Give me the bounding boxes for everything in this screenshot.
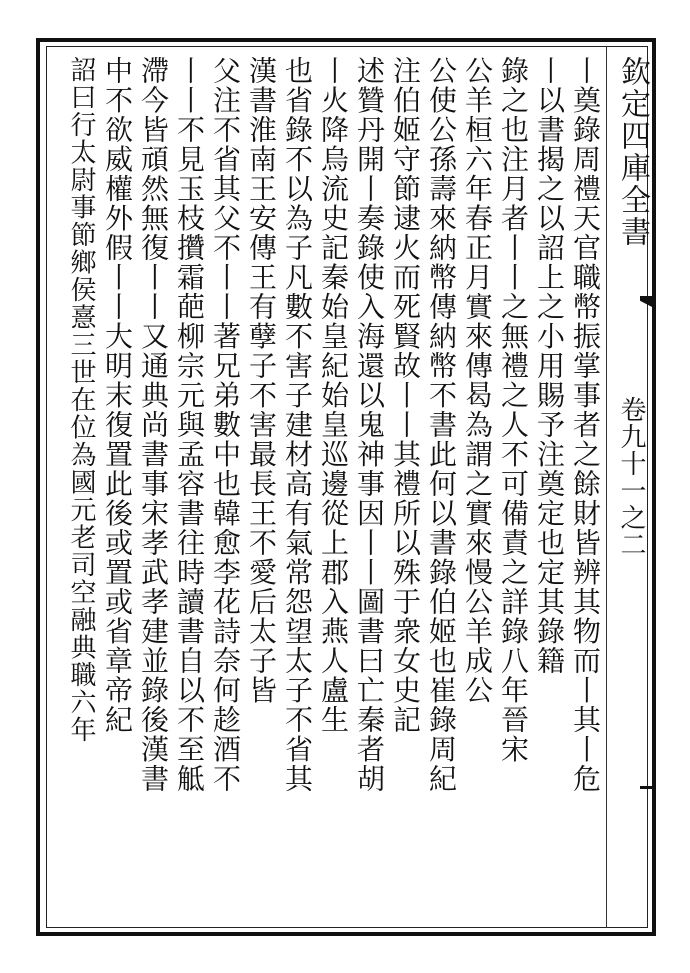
text-column-6: 注伯姬守節逮火而死賢故丨丨其禮所以殊于衆女史記 <box>389 56 422 735</box>
text-column-5: 公使公孫壽來納幣傳納幣不書此何以書錄伯姬也崔錄周紀 <box>425 56 458 794</box>
text-column-13: 滯今皆頑然無復丨丨又通典尚書事宋孝武孝建並錄後漢書 <box>137 56 170 794</box>
text-column-2: 丨以書揭之以詔上之小用賜予注奠定也定其錄籍 <box>533 56 566 676</box>
text-column-9: 也省錄不以為子凡數不害子建材高有氣常怨望太子不省其 <box>281 56 314 794</box>
text-column-10: 漢書淮南王安傳王有孽子不害最長王不愛后太子皆 <box>245 56 278 705</box>
text-column-11: 父注不省其父不丨丨著兄弟數中也韓愈李花詩奈何趁酒不 <box>209 56 242 794</box>
text-column-8: 丨火降烏流史記秦始皇紀始皇巡邊從上郡入燕人盧生 <box>317 56 350 735</box>
text-column-12: 丨丨不見玉枝攢霜葩柳宗元與孟容書往時讀書自以不至觝 <box>173 56 206 794</box>
text-column-14: 中不欲威權外假丨丨大明末復置此後或置或省章帝紀 <box>101 56 134 735</box>
text-column-3: 錄之也注月者丨丨之無禮之人不可備責之詳錄八年晉宋 <box>497 56 530 764</box>
margin-rule <box>606 46 607 928</box>
text-column-7: 述贊丹開丨奏錄使入海還以鬼神事因丨丨圖書曰亡秦者胡 <box>353 56 386 794</box>
text-column-4: 公羊桓六年春正月實來傳曷為謂之實來慢公羊成公 <box>461 56 494 705</box>
juan-label: 卷九十一之二 <box>616 396 646 558</box>
text-column-1: 丨奠錄周禮天官職幣振掌事者之餘財皆辨其物而丨其丨危 <box>569 56 602 794</box>
text-column-15: 詔曰行太尉事節鄉侯憙三世在位為國元老司空融典職六年 <box>66 56 96 744</box>
fishtail-mark-bottom <box>640 786 654 789</box>
book-title: 欽定四庫全書 <box>615 56 650 248</box>
